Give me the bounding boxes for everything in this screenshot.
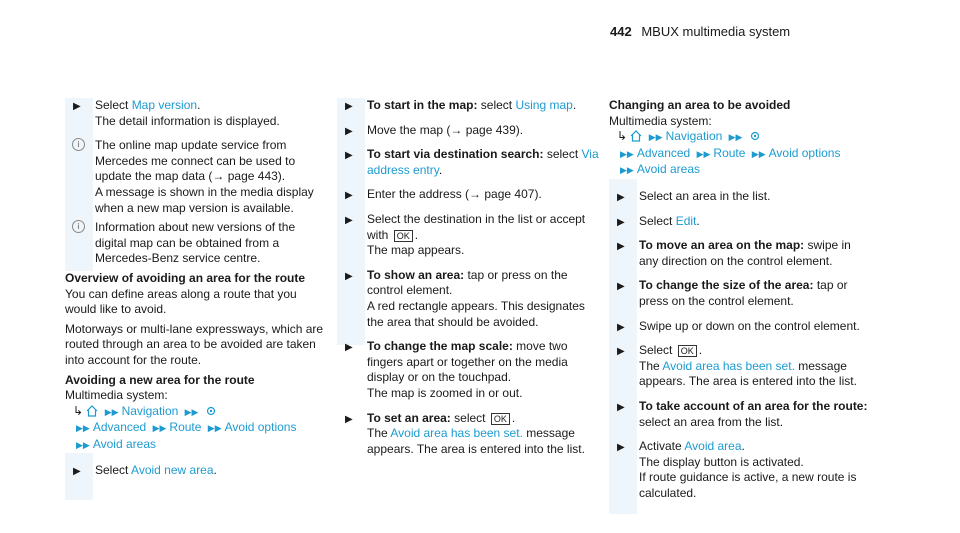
- step: ▶ To change the map scale: move two fingers apart or together on the media display or on the touchpad. The map is zoomed in or out.: [345, 339, 568, 400]
- step-arrow-icon: ▶: [617, 281, 625, 293]
- step: ▶ Swipe up or down on the control element.: [609, 319, 871, 335]
- step-arrow-icon: ▶: [617, 401, 625, 413]
- settings-icon[interactable]: [749, 130, 761, 142]
- section-heading: Avoiding a new area for the route: [65, 372, 255, 387]
- step: ▶ To set an area: select OK . The Avoid area has been set. message appears. The area is entered into the list.: [345, 410, 585, 456]
- step: ▶ To show an area: tap or press on the control element. A red rectangle appears. This designates the area that should be avoided.: [345, 267, 585, 329]
- step-arrow-icon: ▶: [617, 442, 625, 454]
- section-heading: Changing an area to be avoided: [609, 98, 791, 112]
- step: ▶ Select Avoid new area.: [65, 463, 327, 479]
- step-arrow-icon: ▶: [73, 101, 81, 112]
- chevron-icon: ▶▶: [207, 423, 222, 434]
- chevron-icon: ▶▶: [76, 439, 90, 450]
- step-arrow-icon: ▶: [345, 342, 353, 354]
- step: ▶ To take account of an area for the route: select an area from the list.: [617, 398, 868, 429]
- column-1: ▶ Select Map version. The detail information is displayed. i The online map update service from Mercedes me connect can be used to update the map data (→ page 443). A message is shown in the media display when a new map version is available. i Information about new versions of the digital map can be obtained from a Mercedes-Benz service centre. Overview of avoiding an area for the route You can define areas along a route that you would like to avoid. Motorways or multi-lane expressways, which are routed through an area to be avoided are taken into account for the route. Avoiding a new area for the route Multimedia system: ↳ ▶▶ Navigation ▶▶ ▶▶ Advanced ▶▶ Route ▶▶ Avoid options ▶▶ Avoid areas ▶ Select Avoid new area.: [65, 98, 327, 488]
- step-arrow-icon: ▶: [345, 270, 353, 282]
- chevron-icon: ▶▶: [184, 406, 199, 417]
- step-arrow-icon: ▶: [617, 321, 625, 333]
- step-arrow-icon: ▶: [617, 216, 625, 228]
- step-arrow-icon: ▶: [617, 346, 625, 358]
- menu-path: ↳ ▶▶ Navigation ▶▶ ▶▶ Advanced ▶▶ Route ▶▶ Avoid options ▶▶ Avoid areas: [617, 129, 841, 177]
- column-3: Changing an area to be avoided Multimedia system: ↳ ▶▶ Navigation ▶▶ ▶▶ Advanced ▶▶ Route ▶▶ Avoid options ▶▶ Avoid areas ▶ Select an area in the list. ▶ Select Edit. ▶ To move an area on the map: swipe in any direction on the control element. ▶ To change the size of the area: tap or press on the control element. ▶ Swipe up or down on the control element. ▶ Select OK . The Avoid area has been set. message appears. The area is entered into the list. ▶ To take account of an area for the route: select an area from the list. ▶ Activate Avoid area. The display button is activated. If route guidance is active, a new route is calculated.: [609, 98, 871, 510]
- step: ▶ Enter the address (→ page 407).: [337, 187, 599, 203]
- page-title: MBUX multimedia system: [641, 24, 791, 39]
- section-heading: Overview of avoiding an area for the route: [65, 270, 306, 285]
- step: ▶ Activate Avoid area. The display button is activated. If route guidance is active, a new route is calculated.: [617, 439, 857, 500]
- step: ▶ To change the size of the area: tap or press on the control element.: [617, 278, 848, 308]
- step-arrow-icon: ▶: [73, 466, 81, 478]
- link-via-address-entry[interactable]: Via address entry: [367, 147, 599, 177]
- step-arrow-icon: ▶: [345, 150, 353, 162]
- chevron-icon: ▶▶: [728, 132, 743, 143]
- info-icon: i: [72, 220, 85, 233]
- link-avoid-new-area[interactable]: Avoid new area: [131, 463, 214, 478]
- link-using-map[interactable]: Using map: [515, 98, 573, 112]
- step-arrow-icon: ▶: [617, 241, 625, 253]
- step: ▶ Select OK . The Avoid area has been set. message appears. The area is entered into the list.: [617, 343, 857, 389]
- step: ▶ Move the map (→ page 439).: [337, 123, 599, 139]
- step-arrow-icon: ▶: [617, 191, 625, 203]
- column-2: [337, 98, 599, 466]
- chevron-icon: ▶▶: [696, 148, 711, 159]
- chevron-icon: ▶▶: [620, 148, 634, 159]
- page-header: [610, 24, 790, 40]
- info-note: i The online map update service from Mercedes me connect can be used to update the map data (→ page 443). A message is shown in the media display when a new map version is available.: [65, 138, 327, 216]
- home-icon: [86, 405, 98, 417]
- chevron-icon: ▶▶: [648, 132, 663, 143]
- step-arrow-icon: ▶: [345, 190, 353, 202]
- step: ▶ Select Edit.: [609, 214, 871, 230]
- step: ▶ To start via destination search: select Via address entry.: [345, 147, 599, 177]
- settings-icon[interactable]: [205, 405, 217, 417]
- info-icon: i: [72, 138, 85, 151]
- page-number: 442: [610, 24, 632, 39]
- chevron-icon: ▶▶: [751, 148, 766, 159]
- path-arrow-icon: ↳: [73, 403, 84, 418]
- info-note: i Information about new versions of the digital map can be obtained from a Mercedes-Benz service centre.: [65, 220, 327, 267]
- step: ▶ To start in the map: select Using map.: [337, 98, 599, 114]
- chevron-icon: ▶▶: [104, 406, 119, 417]
- step: ▶ To move an area on the map: swipe in any direction on the control element.: [617, 238, 851, 268]
- step-arrow-icon: ▶: [345, 101, 353, 112]
- home-icon: [630, 130, 642, 142]
- chevron-icon: ▶▶: [76, 423, 90, 434]
- link-avoid-area[interactable]: Avoid area: [684, 439, 742, 454]
- link-edit[interactable]: Edit: [675, 213, 697, 228]
- ok-button-icon: OK: [491, 413, 510, 425]
- ok-button-icon: OK: [678, 345, 697, 357]
- step-arrow-icon: ▶: [345, 214, 353, 226]
- step: ▶ Select an area in the list.: [609, 189, 871, 205]
- step: ▶ Select the destination in the list or accept with OK . The map appears.: [345, 211, 586, 258]
- chevron-icon: ▶▶: [620, 165, 634, 176]
- step-arrow-icon: ▶: [345, 125, 353, 137]
- link-map-version[interactable]: Map version: [131, 98, 198, 112]
- ok-button-icon: OK: [394, 230, 413, 242]
- step: ▶ Select Map version. The detail information is displayed.: [73, 98, 280, 128]
- step-arrow-icon: ▶: [345, 413, 353, 425]
- chevron-icon: ▶▶: [152, 423, 167, 434]
- menu-path: ↳ ▶▶ Navigation ▶▶ ▶▶ Advanced ▶▶ Route ▶▶ Avoid options ▶▶ Avoid areas: [73, 403, 297, 451]
- path-arrow-icon: ↳: [617, 129, 628, 144]
